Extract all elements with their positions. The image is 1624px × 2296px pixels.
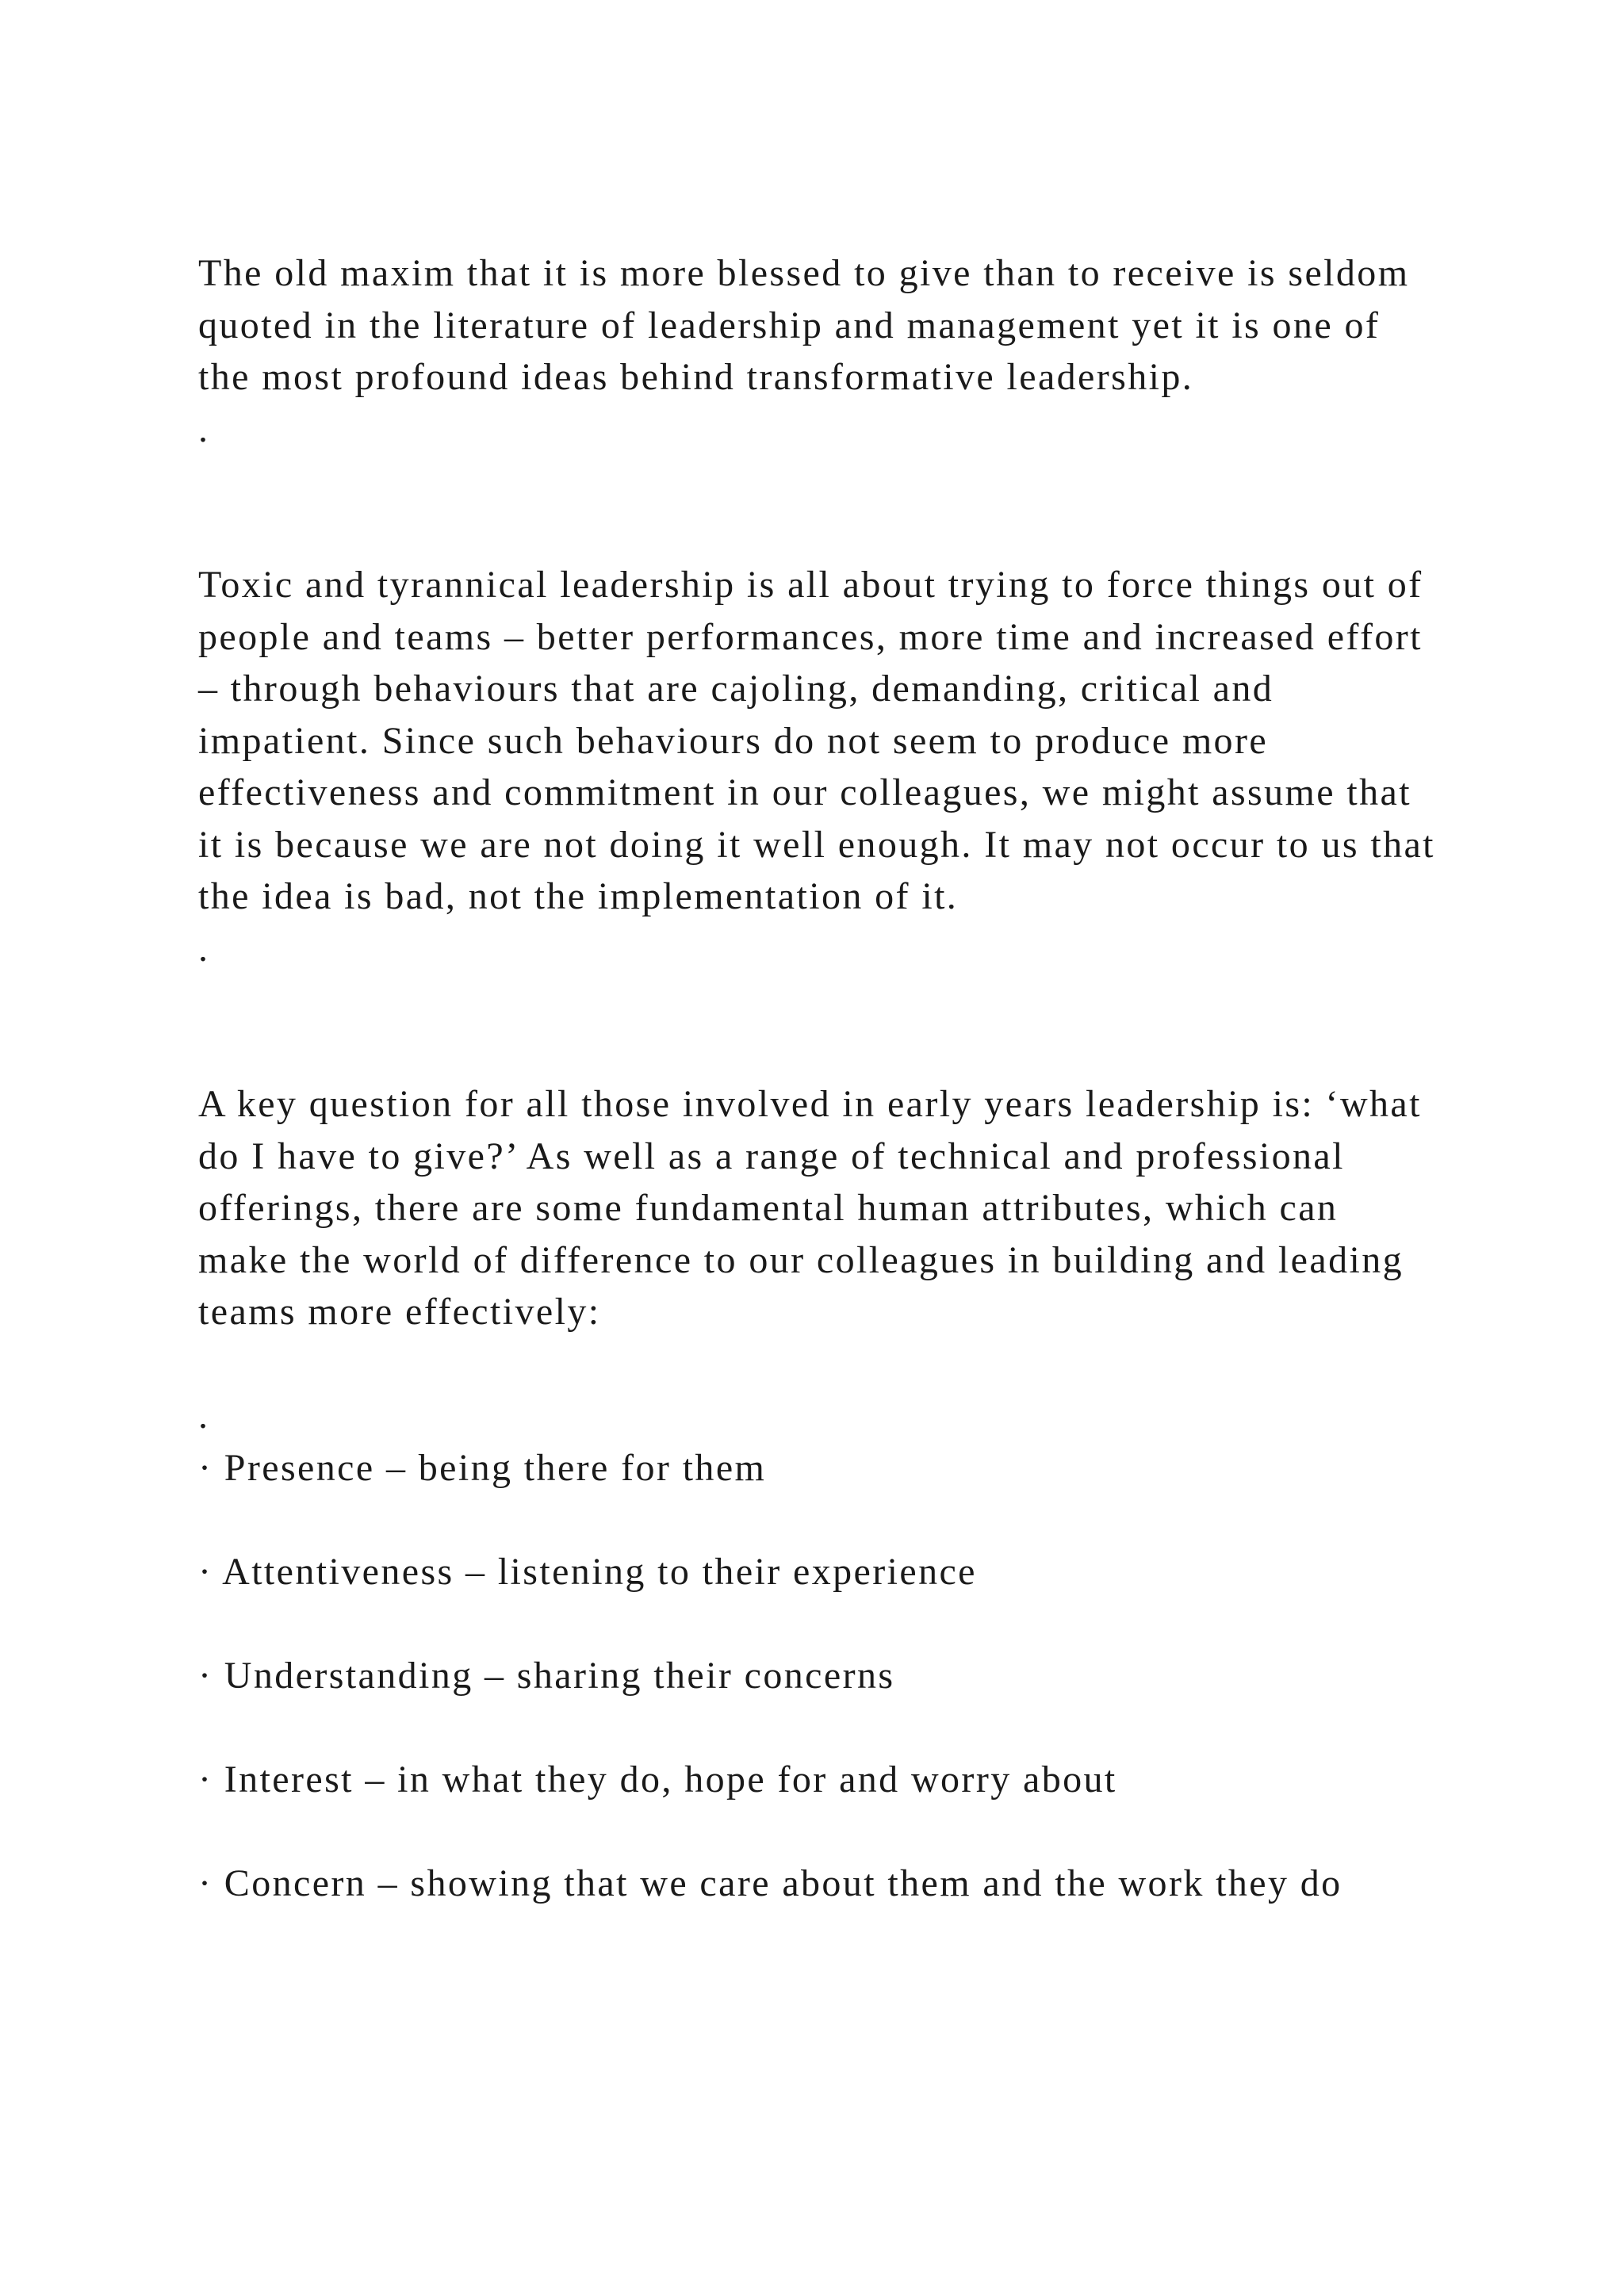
list-item: · Attentiveness – listening to their experience <box>198 1550 977 1593</box>
separator-dot: . <box>198 408 210 450</box>
paragraph-maxim: The old maxim that it is more blessed to give than to receive is seldom quoted in the literature of leadership and management yet it is one of the most profound ideas behind transformative leadership. <box>198 252 1410 398</box>
list-item: · Presence – being there for them <box>198 1446 767 1489</box>
list-item: · Understanding – sharing their concerns <box>198 1654 895 1697</box>
document-page <box>198 247 1435 1909</box>
separator-dot: . <box>198 927 210 970</box>
paragraph-key-question: A key question for all those involved in early years leadership is: ‘what do I have to give?’ As well as a range of technical and professional offerings, there are some fundamental human attributes, which can make the world of difference to our colleagues in building and leading teams more effectively: <box>198 1083 1422 1333</box>
list-item: · Interest – in what they do, hope for and worry about <box>198 1758 1117 1800</box>
list-item: · Concern – showing that we care about them and the work they do <box>198 1862 1342 1904</box>
spacer <box>198 455 1435 559</box>
spacer <box>198 1338 1435 1391</box>
separator-dot: . <box>198 1395 210 1437</box>
spacer <box>198 974 1435 1078</box>
paragraph-toxic-leadership: Toxic and tyrannical leadership is all about trying to force things out of people and teams – better performances, more time and increased effort – through behaviours that are cajoling, demanding, critical and impatient. Since such behaviours do not seem to produce more effectiveness and commitment in our colleagues, we might assume that it is because we are not doing it well enough. It may not occur to us that the idea is bad, not the implementation of it. <box>198 564 1435 917</box>
attributes-list <box>198 1442 1435 1910</box>
